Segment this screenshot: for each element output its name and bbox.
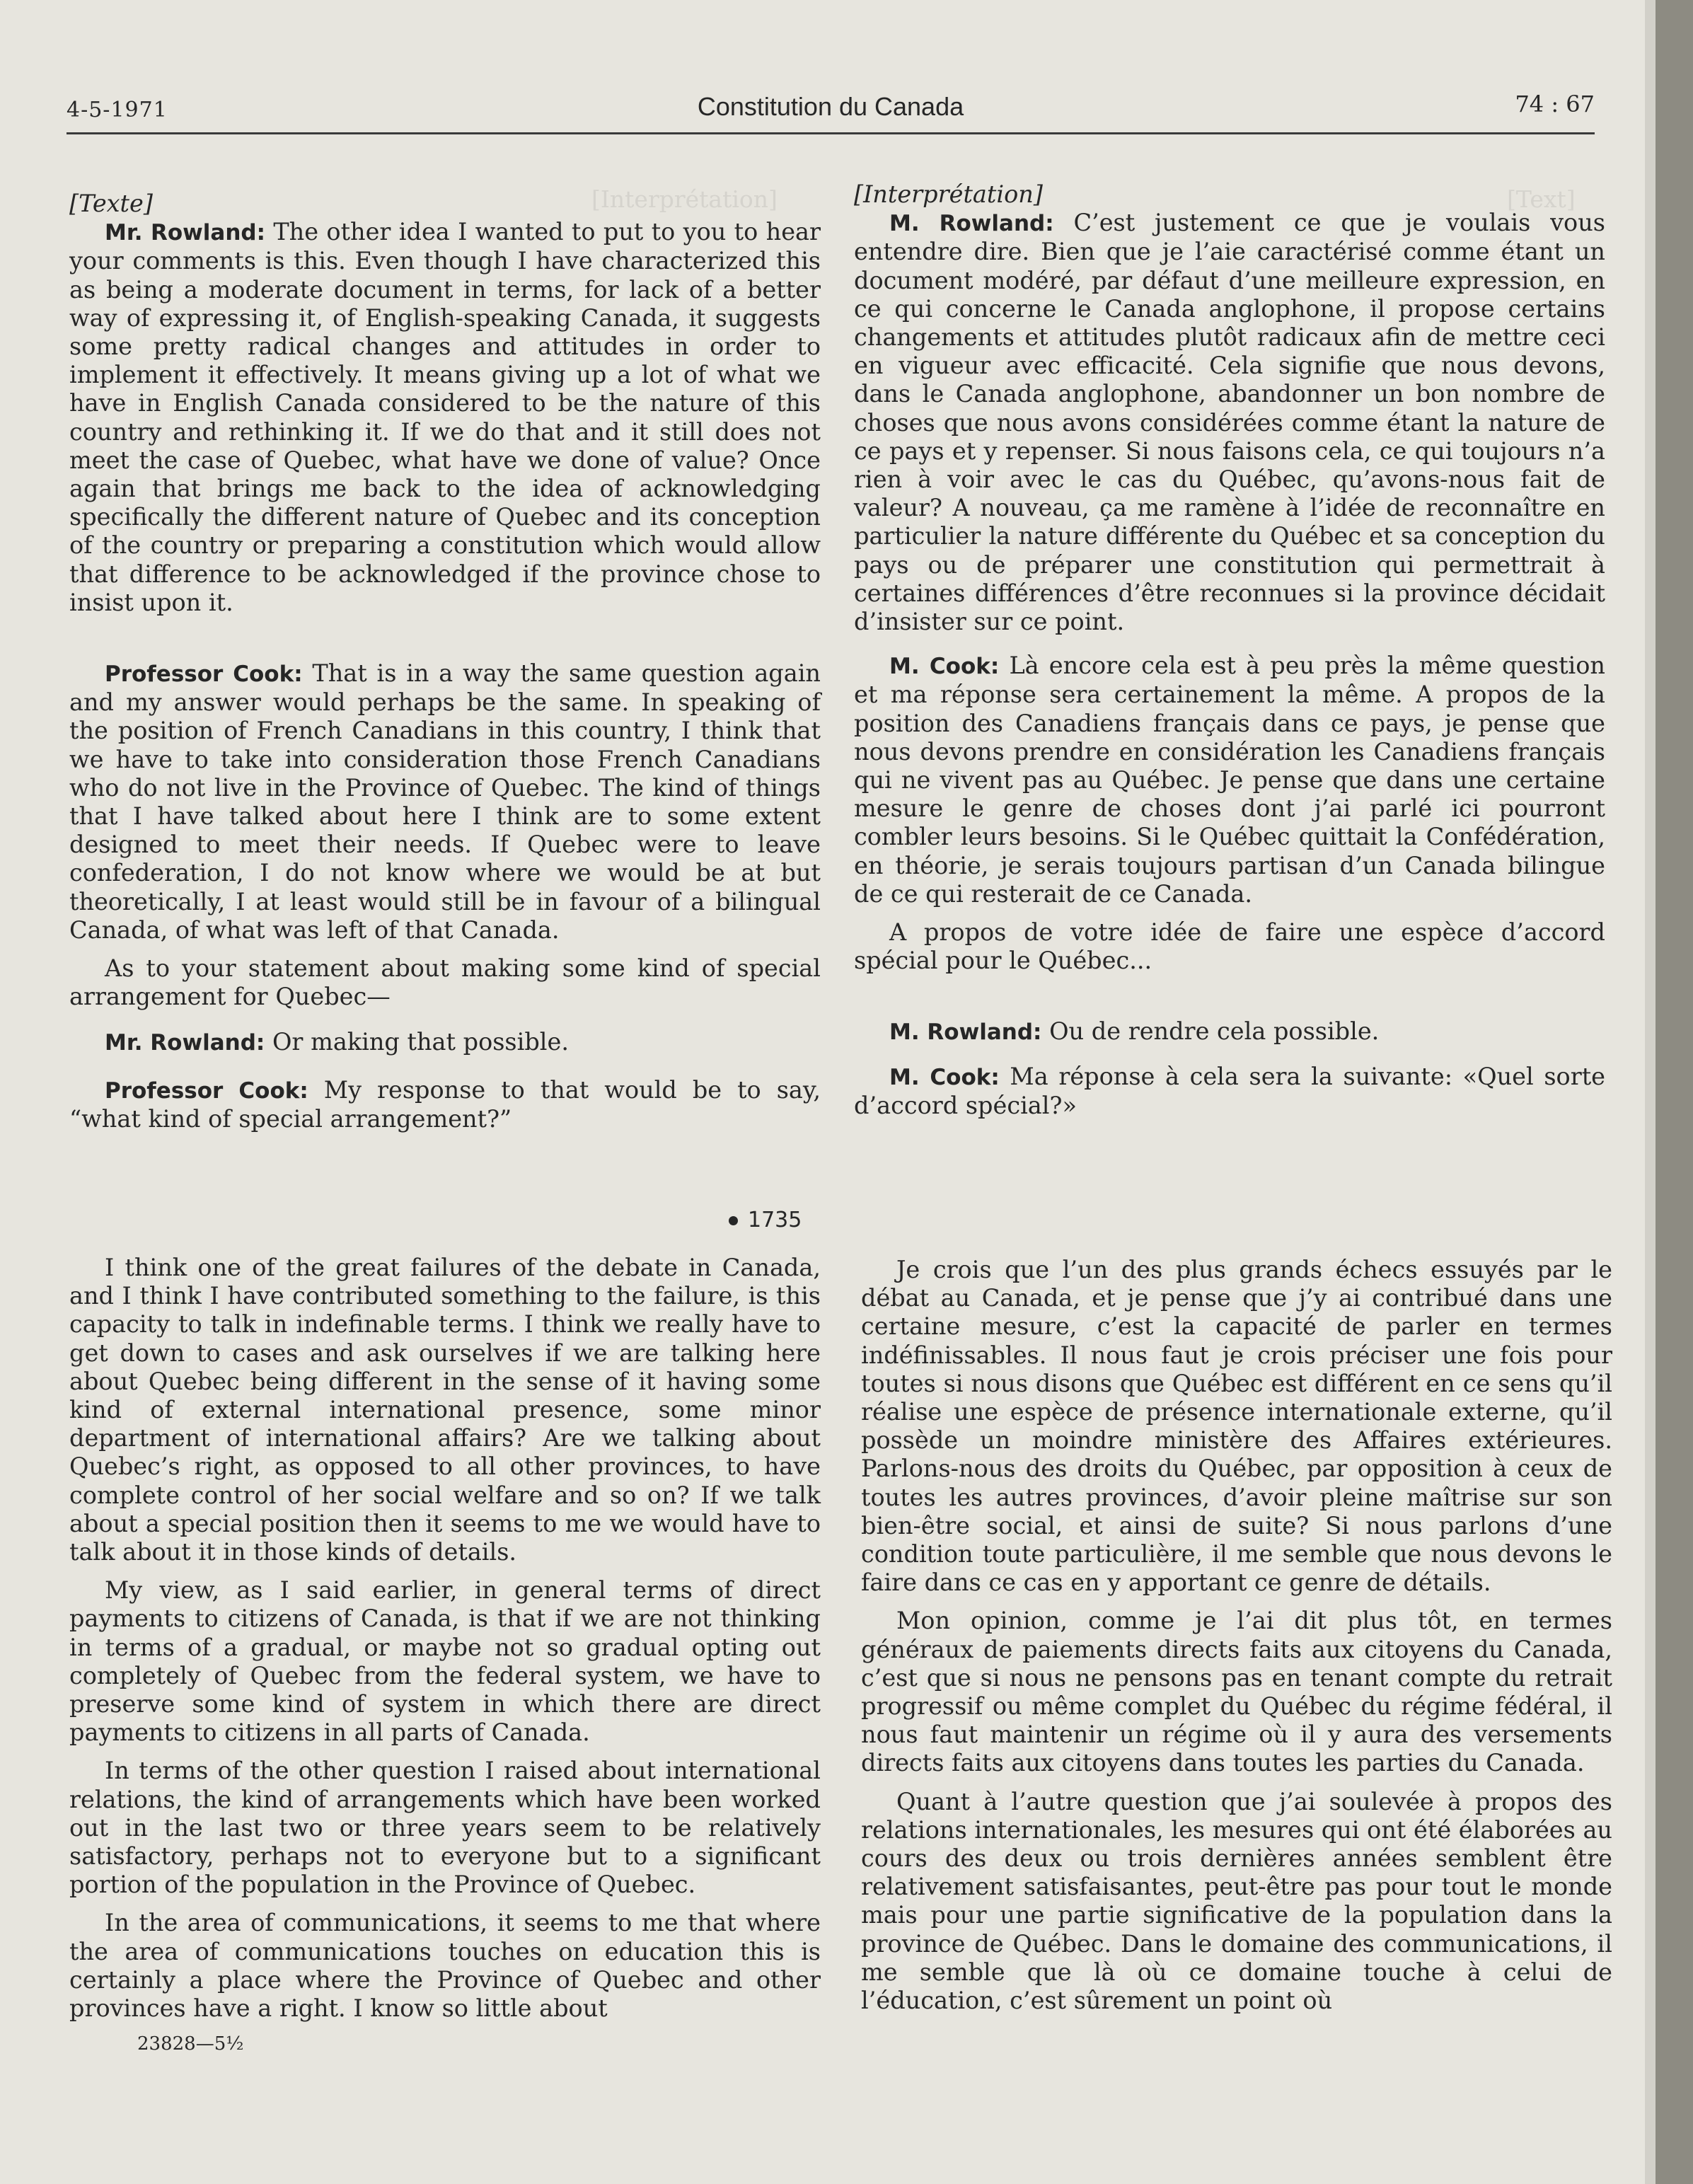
paragraph-cook-2-fr: A propos de votre idée de faire une espèce d’accord spécial pour le Québec... bbox=[854, 918, 1605, 975]
paragraph-cook-6-fr: Quant à l’autre question que j’ai soulevée à propos des relations internationales, les mesures qui ont été élaborées au cours des deux ou trois dernières années semblent être relativement satisfaisantes, peut-être pas pour tout le monde mais pour une partie significative de la population dans la province de Québec. Dans le domaine des communications, il me semble que là où ce domaine touche à celui de l’éducation, c’est sûrement un point où bbox=[861, 1787, 1612, 2015]
paragraph-text: Ma réponse à cela sera la suivante: «Quel sorte d’accord spécial?» bbox=[854, 1062, 1605, 1119]
paragraph-rowland-2 bbox=[69, 1028, 821, 1057]
page-edge-shadow bbox=[1645, 0, 1656, 2184]
bleed-through-label-left: [Interprétation] bbox=[591, 185, 778, 213]
french-column-bottom bbox=[861, 1256, 1612, 2015]
page-header bbox=[67, 83, 1595, 134]
paragraph-text: Ou de rendre cela possible. bbox=[1049, 1017, 1380, 1046]
speaker-name: Professor Cook: bbox=[105, 1077, 308, 1104]
paragraph-rowland-2-fr bbox=[854, 1017, 1605, 1046]
paragraph-cook-1-fr bbox=[854, 652, 1605, 908]
speaker-name: M. Cook: bbox=[889, 654, 1000, 680]
paragraph-cook-4: I think one of the great failures of the debate in Canada, and I think I have contributed something to the failure, is this capacity to talk in indefinable terms. I think we really have to get down to cases and ask ourselves if we are talking here about Quebec being different in the sense of it having some kind of external international presence, some minor department of international affairs? Are we talking about Quebec’s right, as opposed to all other provinces, to have complete control of her social welfare and so on? If we talk about a special position then it seems to me we would have to talk about it in those kinds of details. bbox=[69, 1254, 821, 1566]
english-column-bottom bbox=[69, 1254, 821, 2023]
paragraph-cook-2: As to your statement about making some kind of special arrangement for Quebec— bbox=[69, 954, 821, 1011]
paragraph-cook-7: In the area of communications, it seems to me that where the area of communications touches on education this is certainly a place where the Province of Quebec and other provinces have a right. I know so little about bbox=[69, 1909, 821, 2023]
paragraph-text: That is in a way the same question again and my answer would perhaps be the same. In speaking of the position of French Canadians in this country, I think that we have to take into consideration those French Canadians who do not live in the Province of Quebec. The kind of things that I have talked about here I think are to some extent designed to meet their needs. If Quebec were to leave confederation, I do not know where we would be at but theoretically, I at least would still be in favour of a bilingual Canada, of what was left of that Canada. bbox=[69, 659, 821, 944]
paragraph-cook-4-fr: Je crois que l’un des plus grands échecs essuyés par le débat au Canada, et je pense que j’y ai contribué dans une certaine mesure, c’est la capacité de parler en termes indéfinissables. Il nous faut je crois préciser une fois pour toutes si nous disons que Québec est différent en ce sens qu’il réalise une espèce de présence internationale externe, qu’il possède un moindre ministère des Affaires extérieures. Parlons-nous des droits du Québec, par opposition à ceux de toutes les autres provinces, d’avoir pleine maîtrise sur son bien-être social, et ainsi de suite? Si nous parlons d’une condition toute particulière, il me semble que nous devons le faire dans ce cas en y apportant ce genre de détails. bbox=[861, 1256, 1612, 1597]
paragraph-cook-3 bbox=[69, 1076, 821, 1133]
header-rule bbox=[67, 132, 1595, 134]
bleed-through-label-right: [Text] bbox=[1507, 185, 1576, 213]
paragraph-cook-5: My view, as I said earlier, in general terms of direct payments to citizens of Canada, is that if we are not thinking in terms of a gradual, or maybe not so gradual opting out completely of Quebec from the federal system, we have to preserve some kind of system in which there are direct payments to citizens in all parts of Canada. bbox=[69, 1576, 821, 1747]
section-label-interpretation: [Interprétation] bbox=[854, 180, 1043, 208]
header-date: 4-5-1971 bbox=[67, 98, 168, 122]
header-page-number: 74 : 67 bbox=[1515, 91, 1595, 117]
section-label-texte: [Texte] bbox=[69, 190, 153, 217]
speaker-name: M. Cook: bbox=[889, 1064, 1000, 1090]
paragraph-text: Or making that possible. bbox=[272, 1028, 569, 1056]
paragraph-text: My response to that would be to say, “what kind of special arrangement?” bbox=[69, 1075, 821, 1133]
paragraph-cook-5-fr: Mon opinion, comme je l’ai dit plus tôt, en termes généraux de paiements directs faits aux citoyens du Canada, c’est que si nous ne pensons pas en tenant compte du retrait progressif ou même complet du Québec du régime fédéral, il nous faut maintenir un régime où il y aura des versements directs faits aux citoyens dans toutes les parties du Canada. bbox=[861, 1607, 1612, 1777]
paragraph-text: Là encore cela est à peu près la même question et ma réponse sera certainement la même. A propos de la position des Canadiens français dans ce pays, je pense que nous devons prendre en considération les Canadiens français qui ne vivent pas au Québec. Je pense que dans une certaine mesure le genre de choses dont j’ai parlé ici pourront combler leurs besoins. Si le Québec quittait la Confédération, en théorie, je serais toujours partisan d’un Canada bilingue de ce qui resterait de ce Canada. bbox=[854, 652, 1605, 908]
paragraph-cook-3-fr bbox=[854, 1063, 1605, 1120]
speaker-name: M. Rowland: bbox=[889, 211, 1054, 237]
page-edge bbox=[1656, 0, 1693, 2184]
speaker-name: M. Rowland: bbox=[889, 1019, 1042, 1046]
french-column-top bbox=[854, 180, 1605, 1120]
speaker-name: Mr. Rowland: bbox=[105, 1030, 265, 1056]
paragraph-rowland-1 bbox=[69, 218, 821, 617]
paragraph-rowland-1-fr bbox=[854, 209, 1605, 636]
bullet-icon bbox=[729, 1216, 738, 1225]
paragraph-cook-6: In terms of the other question I raised about international relations, the kind of arrangements which have been worked out in the last two or three years seem to be relatively satisfactory, perhaps not to everyone but to a significant portion of the population in the Province of Quebec. bbox=[69, 1757, 821, 1899]
header-title: Constitution du Canada bbox=[697, 92, 964, 121]
time-marker bbox=[729, 1208, 802, 1232]
speaker-name: Professor Cook: bbox=[105, 661, 303, 688]
paragraph-cook-1 bbox=[69, 659, 821, 944]
speaker-name: Mr. Rowland: bbox=[105, 220, 265, 246]
time-value: 1735 bbox=[748, 1208, 802, 1232]
paragraph-text: C’est justement ce que je voulais vous entendre dire. Bien que je l’aie caractérisé comme étant un document modéré, par défaut d’une meilleure expression, en ce qui concerne le Canada anglophone, il propose certains changements et attitudes plutôt radicaux afin de mettre ceci en vigueur avec efficacité. Cela signifie que nous devons, dans le Canada anglophone, abandonner un bon nombre de choses que nous avons considérées comme étant la nature de ce pays et y repenser. Si nous faisons cela, ce qui toujours n’a rien à voir avec le cas du Québec, qu’avons-nous fait de valeur? A nouveau, ça me ramène à l’idée de reconnaître en particulier la nature différente du Québec et sa conception du pays ou de préparer une constitution qui permettrait à certaines différences d’être reconnues si la province décidait d’insister sur ce point. bbox=[854, 209, 1605, 636]
english-column-top bbox=[69, 190, 821, 1133]
page-footer-code: 23828—5½ bbox=[137, 2033, 244, 2055]
paragraph-text: The other idea I wanted to put to you to hear your comments is this. Even though I have characterized this as being a moderate document in terms, for lack of a better way of expressing it, of English-speaking Canada, it suggests some pretty radical changes and attitudes in order to implement it effectively. It means giving up a lot of what we have in English Canada considered to be the nature of this country and rethinking it. If we do that and it still does not meet the case of Quebec, what have we done of value? Once again that brings me back to the idea of acknowledging specifically the different nature of Quebec and its conception of the country or preparing a constitution which would allow that difference to be acknowledged if the province chose to insist upon it. bbox=[69, 218, 821, 616]
